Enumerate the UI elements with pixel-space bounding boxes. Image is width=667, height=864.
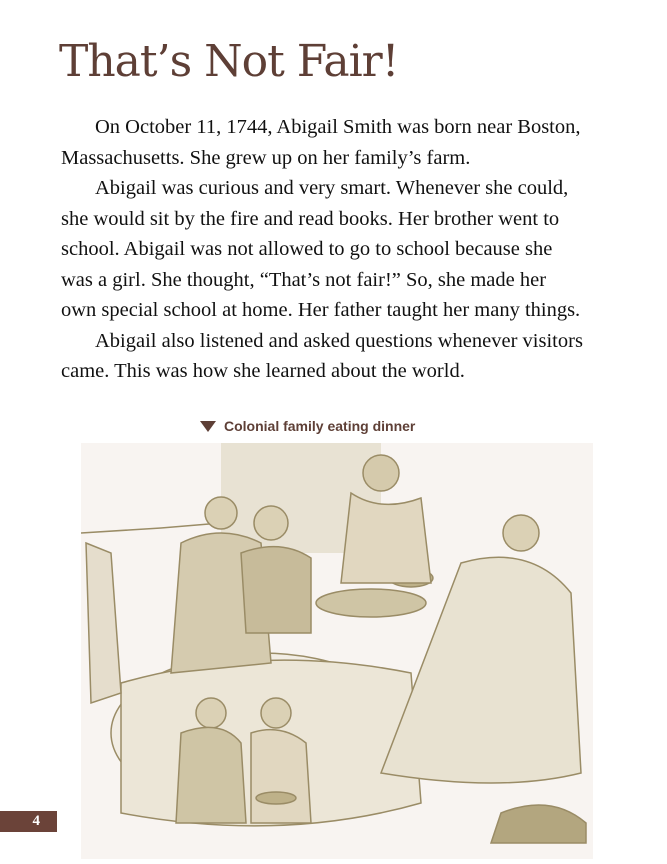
paragraph-3 (61, 326, 621, 387)
text-line: Abigail also listened and asked questions whenever visitors (95, 329, 583, 352)
body-text (61, 112, 621, 387)
engraving-illustration (81, 443, 593, 859)
text-line: Massachusetts. She grew up on her family’s farm. (61, 146, 471, 169)
triangle-down-icon (200, 421, 216, 432)
page-title: That’s Not Fair! (59, 36, 399, 87)
paragraph-1 (61, 112, 621, 173)
image-caption (200, 418, 415, 434)
text-line: Abigail was curious and very smart. Whenever she could, (95, 177, 569, 199)
text-line: came. This was how she learned about the world. (61, 360, 465, 382)
paragraph-2 (61, 173, 621, 326)
text-line: own special school at home. Her father taught her many things. (61, 299, 581, 321)
text-line: she would sit by the fire and read books. Her brother went to (61, 207, 560, 230)
text-line: was a girl. She thought, “That’s not fair!” So, she made her (61, 268, 547, 291)
caption-text: Colonial family eating dinner (224, 418, 416, 434)
text-line: On October 11, 1744, Abigail Smith was born near Boston, (95, 116, 581, 138)
colonial-family-engraving (81, 443, 593, 859)
page-number: 4 (0, 811, 57, 832)
text-line: school. Abigail was not allowed to go to school because she (61, 238, 553, 260)
